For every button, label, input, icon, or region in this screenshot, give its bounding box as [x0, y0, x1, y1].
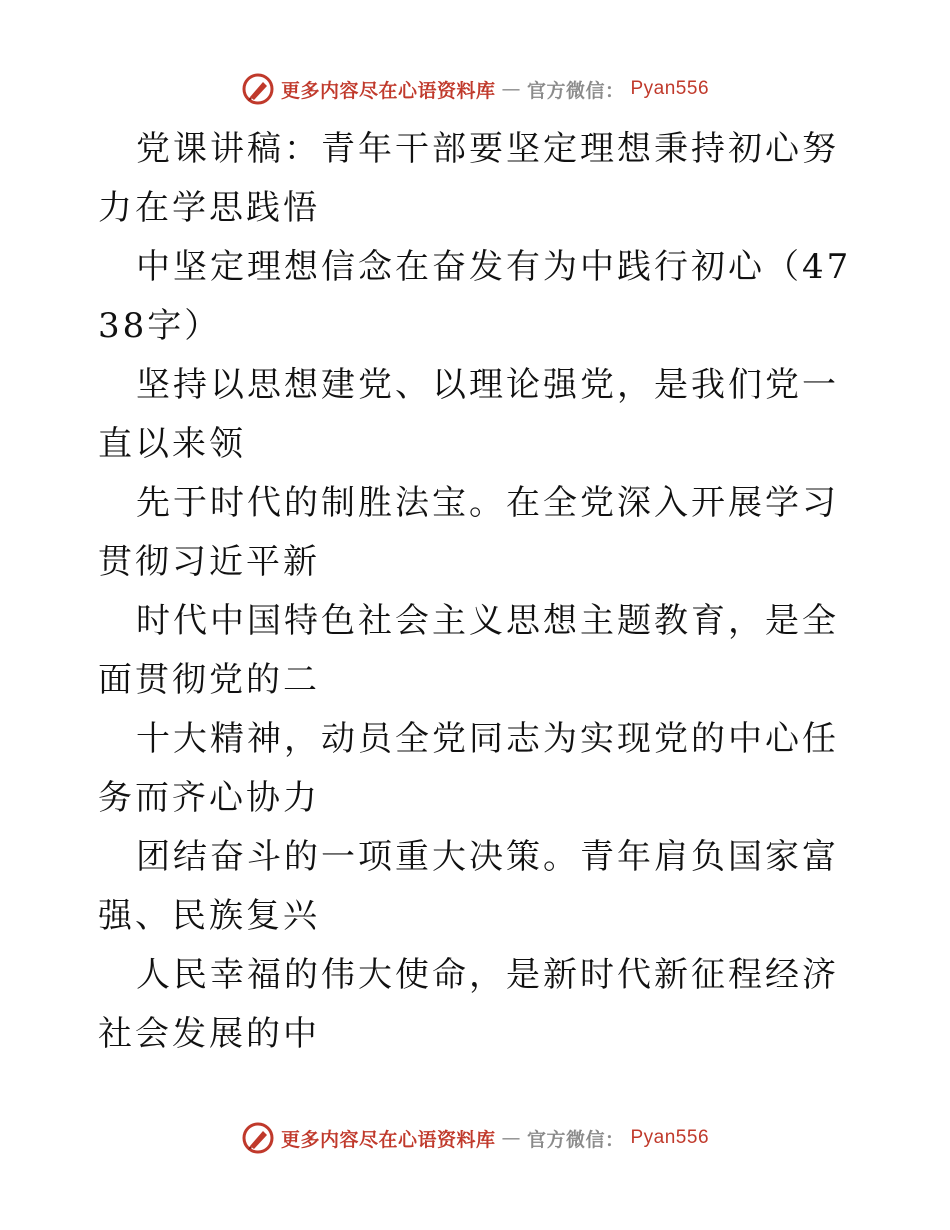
paragraph-6: 十大精神，动员全党同志为实现党的中心任务而齐心协力: [98, 719, 839, 818]
footer-watermark: [0, 1121, 950, 1155]
watermark-dash: —: [501, 78, 521, 100]
paragraph-8: 人民幸福的伟大使命，是新时代新征程经济社会发展的中: [98, 955, 839, 1054]
watermark-account: Pyan556: [630, 78, 710, 99]
paragraph-3: 坚持以思想建党、以理论强党，是我们党一直以来领: [98, 365, 839, 464]
paragraph-4: 先于时代的制胜法宝。在全党深入开展学习贯彻习近平新: [98, 483, 839, 582]
watermark-account: Pyan556: [630, 1127, 710, 1148]
pen-logo-icon: [241, 1121, 275, 1155]
document-body: [98, 120, 858, 1064]
header-watermark: [0, 72, 950, 106]
watermark-wechat-label: 官方微信：: [526, 79, 625, 102]
watermark-wechat-label: 官方微信：: [526, 1128, 625, 1151]
paragraph-7: 团结奋斗的一项重大决策。青年肩负国家富强、民族复兴: [98, 837, 839, 936]
watermark-site-text: 更多内容尽在心语资料库: [280, 79, 496, 102]
paragraph-1: 党课讲稿：青年干部要坚定理想秉持初心努力在学思践悟: [98, 129, 839, 228]
watermark-dash: —: [501, 1127, 521, 1149]
watermark-site-text: 更多内容尽在心语资料库: [280, 1128, 496, 1151]
paragraph-5: 时代中国特色社会主义思想主题教育，是全面贯彻党的二: [98, 601, 839, 700]
paragraph-2: 中坚定理想信念在奋发有为中践行初心（4738字）: [98, 247, 852, 346]
pen-logo-icon: [241, 72, 275, 106]
